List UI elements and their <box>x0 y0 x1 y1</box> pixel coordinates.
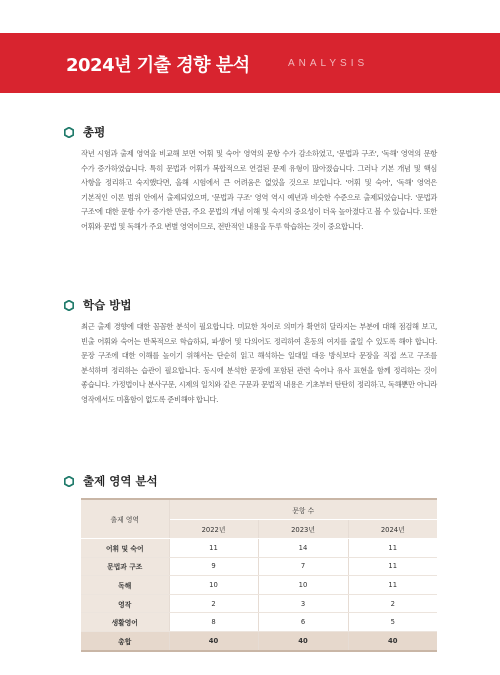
hexagon-bullet-icon <box>64 300 74 311</box>
page-subtitle: ANALYSIS <box>288 58 369 69</box>
area-analysis-table <box>81 498 437 652</box>
table-cell: 11 <box>348 557 437 576</box>
hexagon-bullet-icon <box>64 127 74 138</box>
table-cell: 11 <box>169 539 258 558</box>
table-row <box>81 576 437 595</box>
table-cell: 10 <box>169 576 258 595</box>
table-row <box>81 557 437 576</box>
table-total-cell: 40 <box>348 631 437 650</box>
table-cell: 8 <box>169 613 258 632</box>
summary-paragraph: 작년 시험과 출제 영역을 비교해 보면 '어휘 및 숙어' 영역의 문항 수가 감소하였고, '문법과 구조', '독해' 영역의 문항 수가 증가하였습니다. 특히 문법과 어휘가 복합적으로 연결된 문제 유형이 많아졌습니다. 그러나 기본 개념 및 핵심 사항을 정리하고 숙지했다면, 올해 시험에서 큰 어려움은 없었을 것으로 보입니다. '어휘 및 숙어', '독해' 영역은 기본적인 이론 범위 안에서 출제되었으며, '문법과 구조' 영역 역시 예년과 비슷한 수준으로 출제되었습니다. '문법과 구조'에 대한 문항 수가 증가한 만큼, 주요 문법의 개념 이해 및 숙지의 중요성이 더욱 높아졌다고 볼 수 있습니다. 또한 어휘와 문법 및 독해가 주요 변별 영역이므로, 전반적인 내용을 두루 학습하는 것이 중요합니다. <box>81 149 437 231</box>
table-corner-header: 출제 영역 <box>81 499 169 539</box>
section-title: 학습 방법 <box>83 298 132 312</box>
section-heading-study-method <box>64 298 131 312</box>
table-group-header: 문항 수 <box>169 499 437 520</box>
table-row <box>81 613 437 632</box>
table-cell: 3 <box>258 594 348 613</box>
page-title: 2024년 기출 경향 분석 <box>66 55 250 76</box>
section-heading-area-analysis <box>64 474 158 488</box>
section-heading-summary <box>64 125 105 139</box>
table-cell: 11 <box>348 539 437 558</box>
table-row-label: 영작 <box>81 594 169 613</box>
table-total-cell: 40 <box>258 631 348 650</box>
table-cell: 2 <box>169 594 258 613</box>
table-year-header: 2024년 <box>348 520 437 539</box>
table-cell: 10 <box>258 576 348 595</box>
table-row <box>81 539 437 558</box>
section-title: 총평 <box>83 125 106 139</box>
table-total-label: 총합 <box>81 631 169 650</box>
study-method-paragraph: 최근 출제 경향에 대한 꼼꼼한 분석이 필요합니다. 미묘한 차이로 의미가 확연히 달라지는 부분에 대해 점검해 보고, 빈출 어휘와 숙어는 반복적으로 학습하되, 파생어 및 다의어도 정리하여 혼동의 여지를 줄일 수 있도록 해야 합니다. 문장 구조에 대한 이해를 높이기 위해서는 단순히 읽고 해석하는 일대일 대응 방식보다 문장을 직접 쓰고 구조를 분석하며 정리하는 습관이 필요합니다. 동시에 분석한 문장에 포함된 관련 숙어나 유사 표현을 함께 정리하는 것이 좋습니다. 가정법이나 분사구문, 시제의 일치와 같은 구문과 문법적 내용은 기초부터 탄탄히 정리하고, 독해뿐만 아니라 영작에서도 미흡함이 없도록 준비해야 합니다. <box>81 322 438 404</box>
table-cell: 6 <box>258 613 348 632</box>
table-row-label: 생활영어 <box>81 613 169 632</box>
table-row-label: 문법과 구조 <box>81 557 169 576</box>
table-total-cell: 40 <box>169 631 258 650</box>
table-row <box>81 594 437 613</box>
table-year-header: 2022년 <box>169 520 258 539</box>
hexagon-bullet-icon <box>64 476 74 487</box>
section-title: 출제 영역 분석 <box>83 474 158 488</box>
table-cell: 7 <box>258 557 348 576</box>
table-cell: 14 <box>258 539 348 558</box>
table-cell: 5 <box>348 613 437 632</box>
table-row-label: 어휘 및 숙어 <box>81 539 169 558</box>
table-row-label: 독해 <box>81 576 169 595</box>
table-total-row <box>81 631 437 650</box>
table-year-header: 2023년 <box>258 520 348 539</box>
table-cell: 2 <box>348 594 437 613</box>
table-cell: 9 <box>169 557 258 576</box>
table-cell: 11 <box>348 576 437 595</box>
